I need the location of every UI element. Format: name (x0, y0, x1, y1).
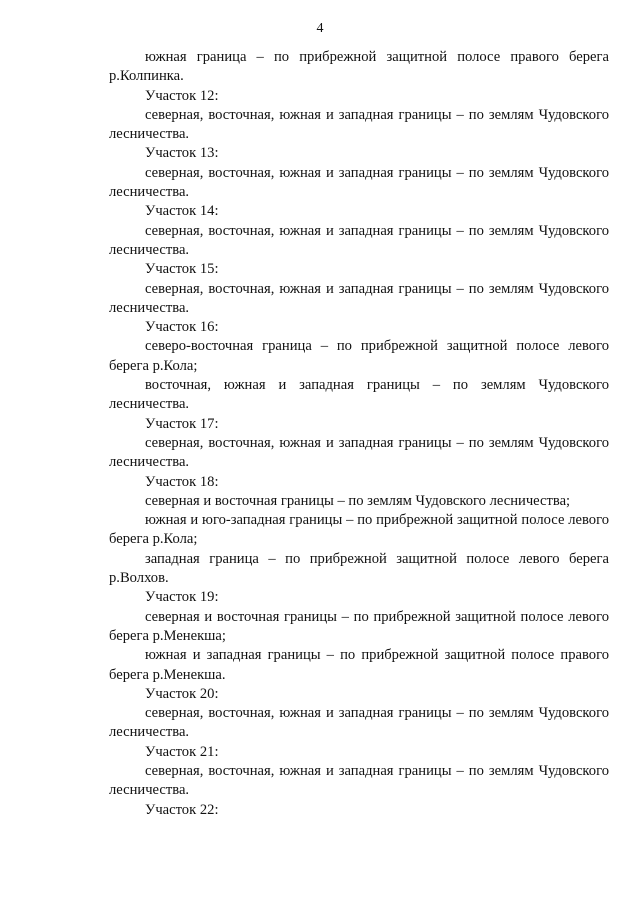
section-heading: Участок 14: (145, 203, 219, 220)
boundary-paragraph: северо-восточная граница – по прибрежной защитной полосе левого берега р.Кола; (109, 338, 609, 374)
boundary-paragraph: северная и восточная границы – по землям Чудовского лесничества; (145, 492, 571, 509)
boundary-paragraph: северная, восточная, южная и западная границы – по землям Чудовского лесничества. (109, 222, 609, 258)
boundary-paragraph: северная, восточная, южная и западная границы – по землям Чудовского лесничества. (109, 280, 609, 316)
section-heading: Участок 16: (145, 319, 219, 336)
section-heading: Участок 20: (145, 685, 219, 702)
section-heading: Участок 12: (145, 87, 219, 104)
section-heading: Участок 17: (145, 415, 219, 432)
section-heading: Участок 21: (145, 743, 219, 760)
boundary-paragraph: северная, восточная, южная и западная границы – по землям Чудовского лесничества. (109, 762, 609, 799)
boundary-paragraph: северная, восточная, южная и западная границы – по землям Чудовского лесничества. (109, 705, 609, 741)
boundary-paragraph: южная граница – по прибрежной защитной полосе правого берега р.Колпинка. (109, 49, 609, 85)
section-heading: Участок 18: (145, 473, 219, 490)
boundary-paragraph: восточная, южная и западная границы – по землям Чудовского лесничества. (109, 377, 609, 413)
boundary-paragraph: южная и юго-западная границы – по прибрежной защитной полосе левого берега р.Кола; (109, 512, 609, 548)
boundary-paragraph: северная, восточная, южная и западная границы – по землям Чудовского лесничества. (109, 434, 609, 471)
boundary-paragraph: северная и восточная границы – по прибрежной защитной полосе левого берега р.Менекша; (109, 608, 609, 644)
boundary-paragraph: северная, восточная, южная и западная границы – по землям Чудовского лесничества. (109, 106, 609, 143)
boundary-paragraph: северная, восточная, южная и западная границы – по землям Чудовского лесничества. (109, 164, 609, 201)
page-number: 4 (316, 21, 324, 36)
section-heading: Участок 19: (145, 589, 219, 606)
section-heading: Участок 22: (145, 801, 219, 818)
boundary-paragraph: западная граница – по прибрежной защитной полосе левого берега р.Волхов. (109, 550, 609, 587)
section-heading: Участок 13: (145, 145, 219, 162)
boundary-paragraph: южная и западная границы – по прибрежной защитной полосе правого берега р.Менекша. (109, 647, 609, 683)
section-heading: Участок 15: (145, 261, 219, 278)
document-body (109, 48, 609, 820)
